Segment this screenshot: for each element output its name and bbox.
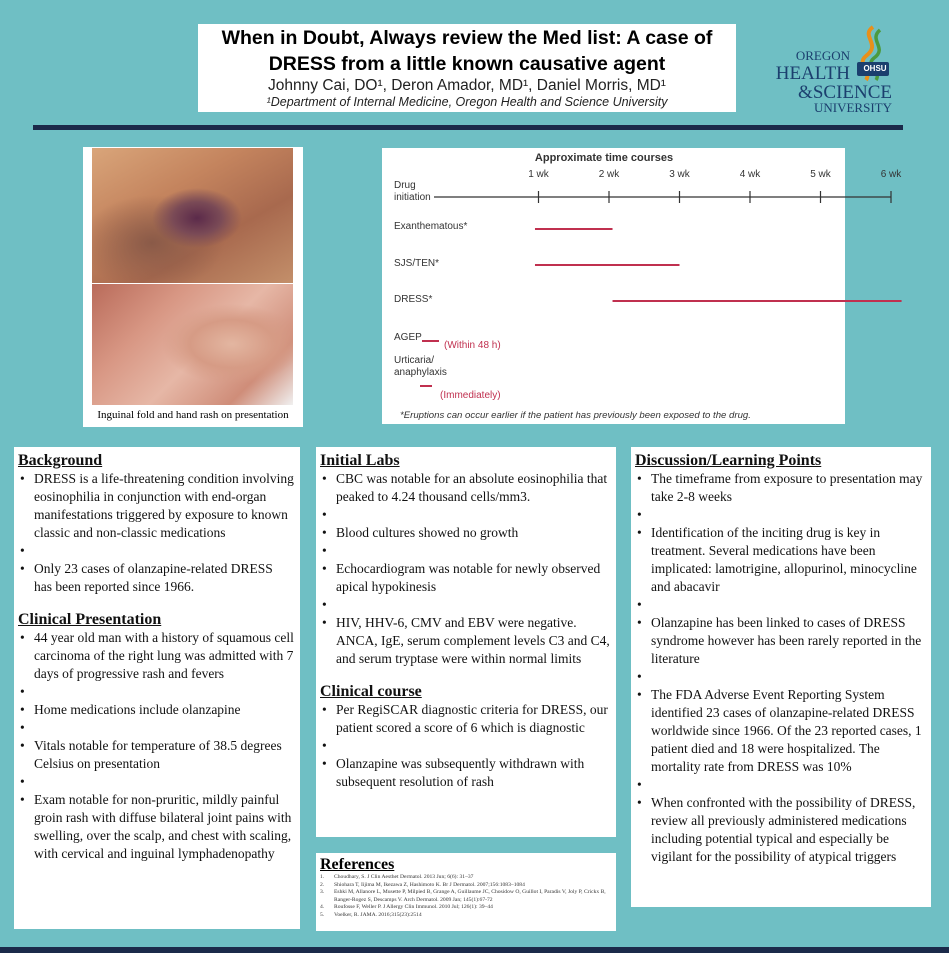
- row-label-urticaria-1: Urticaria/: [394, 355, 435, 366]
- tick-label: 1 wk: [528, 169, 549, 180]
- reference-item: 3. Eshki M, Allanore L, Musette P, Milpied B, Grange A, Guillaume JC, Chosidow O, Guillot I, Paradis V, Joly P, Crickx B, Ranger-Rogez S, Descamps V. Arch Dermatol. 2009 Jan; 145(1):67-72: [320, 889, 606, 903]
- timeline-drug-label-2: initiation: [394, 192, 431, 203]
- timeline-title: Approximate time courses: [534, 152, 674, 164]
- hand-rash-photo: [92, 284, 293, 405]
- header-divider: [33, 125, 903, 130]
- poster-authors: Johnny Cai, DO¹, Deron Amador, MD¹, Daniel Morris, MD¹: [268, 77, 666, 94]
- logo-line-2: HEALTH: [775, 63, 850, 84]
- background-list: [18, 470, 294, 596]
- references-list: [320, 874, 612, 920]
- list-item: • The timeframe from exposure to presentation may take 2-8 weeks: [635, 470, 927, 506]
- urticaria-note: (Immediately): [440, 390, 501, 401]
- title-panel: [198, 24, 736, 112]
- discussion-panel: [631, 447, 931, 907]
- clinical-presentation-list: [18, 629, 294, 863]
- inguinal-rash-photo: [92, 148, 293, 283]
- reference-item: 4. Roufosse F, Weller P. J Allergy Clin Immunol. 2010 Jul; 126(1): 39–44: [320, 904, 493, 911]
- list-item: • DRESS is a life-threatening condition involving eosinophilia in conjunction with end-organ manifestations triggered by exposure to known classic and non-classic medications: [18, 470, 294, 542]
- clinical-photos: [83, 147, 303, 427]
- list-item: • Only 23 cases of olanzapine-related DRESS has been reported since 1966.: [18, 560, 294, 596]
- poster-affiliation: ¹Department of Internal Medicine, Oregon Health and Science University: [266, 95, 668, 109]
- tick-label: 5 wk: [810, 169, 831, 180]
- list-item: • 44 year old man with a history of squamous cell carcinoma of the right lung was admitted with 7 days of progressive rash and fevers: [18, 629, 294, 683]
- discussion-heading: Discussion/Learning Points: [635, 452, 822, 469]
- row-label-dress: DRESS*: [394, 294, 433, 305]
- clinical-presentation-heading: Clinical Presentation: [18, 611, 162, 628]
- tick-label: 2 wk: [598, 169, 620, 180]
- initial-labs-list: [320, 470, 610, 668]
- references-heading: References: [320, 856, 395, 873]
- logo-line-4: UNIVERSITY: [814, 100, 892, 115]
- reference-item: 5. Voelker, R. JAMA. 2016;315(23):2514: [320, 911, 422, 918]
- logo-line-3: &SCIENCE: [798, 82, 892, 103]
- tick-label: 6 wk: [880, 169, 902, 180]
- references-panel: [316, 853, 616, 931]
- timeline-axis: [434, 169, 902, 203]
- list-item: • Echocardiogram was notable for newly observed apical hypokinesis: [320, 560, 610, 596]
- tick-label: 3 wk: [669, 169, 690, 180]
- poster-title-line-1: When in Doubt, Always review the Med list: A case of: [221, 27, 713, 49]
- row-label-urticaria-2: anaphylaxis: [394, 367, 447, 378]
- photo-caption: Inguinal fold and hand rash on presentation: [97, 409, 289, 421]
- reference-item: 2. Shiohara T, Iijima M, Ikezawa Z, Hashimoto K. Br J Dermatol. 2007;156:1083–1084: [320, 881, 525, 888]
- list-item: • When confronted with the possibility of DRESS, review all previously administered medications including potential typical and especially be vigilant for the possibility of atypical triggers: [635, 794, 927, 866]
- logo-badge: OHSU: [863, 64, 887, 73]
- list-item: • Vitals notable for temperature of 38.5 degrees Celsius on presentation: [18, 737, 294, 773]
- tick-label: 4 wk: [739, 169, 761, 180]
- initial-labs-heading: Initial Labs: [320, 452, 400, 469]
- timeline-bars: [535, 229, 902, 301]
- ohsu-emblem-icon: [852, 24, 894, 82]
- row-label-agep: AGEP: [394, 332, 422, 343]
- list-item: • HIV, HHV-6, CMV and EBV were negative. ANCA, IgE, serum complement levels C3 and C4, and serum tryptase were within normal limits: [320, 614, 610, 668]
- logo-line-1: OREGON: [795, 48, 850, 63]
- ohsu-logo: [766, 24, 898, 114]
- list-item: • Exam notable for non-pruritic, mildly painful groin rash with diffuse bilateral joint pains with swelling, over the scalp, and chest with scaling, with cervical and inguinal lymphadenopathy: [18, 791, 294, 863]
- background-heading: Background: [18, 452, 103, 469]
- poster-title-line-2: DRESS from a little known causative agent: [268, 53, 666, 75]
- list-item: • Home medications include olanzapine: [18, 701, 294, 719]
- clinical-course-list: [320, 701, 610, 791]
- list-item: • Identification of the inciting drug is key in treatment. Several medications have been implicated: lamotrigine, allopurinol, minocycline and abacavir: [635, 524, 927, 596]
- list-item: • Per RegiSCAR diagnostic criteria for DRESS, our patient scored a score of 6 which is diagnostic: [320, 701, 610, 737]
- list-item: • Olanzapine has been linked to cases of DRESS syndrome however has been rarely reported in the literature: [635, 614, 927, 668]
- footer-bar: [0, 947, 949, 953]
- time-course-svg: [382, 148, 902, 424]
- background-panel: [14, 447, 300, 929]
- discussion-list: [635, 470, 927, 866]
- row-label-exanthematous: Exanthematous*: [394, 221, 468, 232]
- agep-note: (Within 48 h): [444, 340, 501, 351]
- list-item: • The FDA Adverse Event Reporting System identified 23 cases of olanzapine-related DRESS worldwide since 1966. Of the 23 reported cases, 1 patient died and 18 were hospitalized. The mortality rate from DRESS was 10%: [635, 686, 927, 776]
- time-course-figure: [382, 148, 902, 424]
- list-item: • Olanzapine was subsequently withdrawn with subsequent resolution of rash: [320, 755, 610, 791]
- list-item: • CBC was notable for an absolute eosinophilia that peaked to 4.24 thousand cells/mm3.: [320, 470, 610, 506]
- reference-item: 1. Choudhary, S. J Clin Aesthet Dermatol. 2013 Jun; 6(6): 31–37: [320, 874, 474, 880]
- clinical-course-heading: Clinical course: [320, 683, 422, 700]
- row-label-sjs-ten: SJS/TEN*: [394, 258, 440, 269]
- timeline-drug-label-1: Drug: [394, 180, 416, 191]
- labs-panel: [316, 447, 616, 837]
- timeline-footnote: *Eruptions can occur earlier if the patient has previously been exposed to the drug.: [400, 410, 751, 421]
- list-item: • Blood cultures showed no growth: [320, 524, 610, 542]
